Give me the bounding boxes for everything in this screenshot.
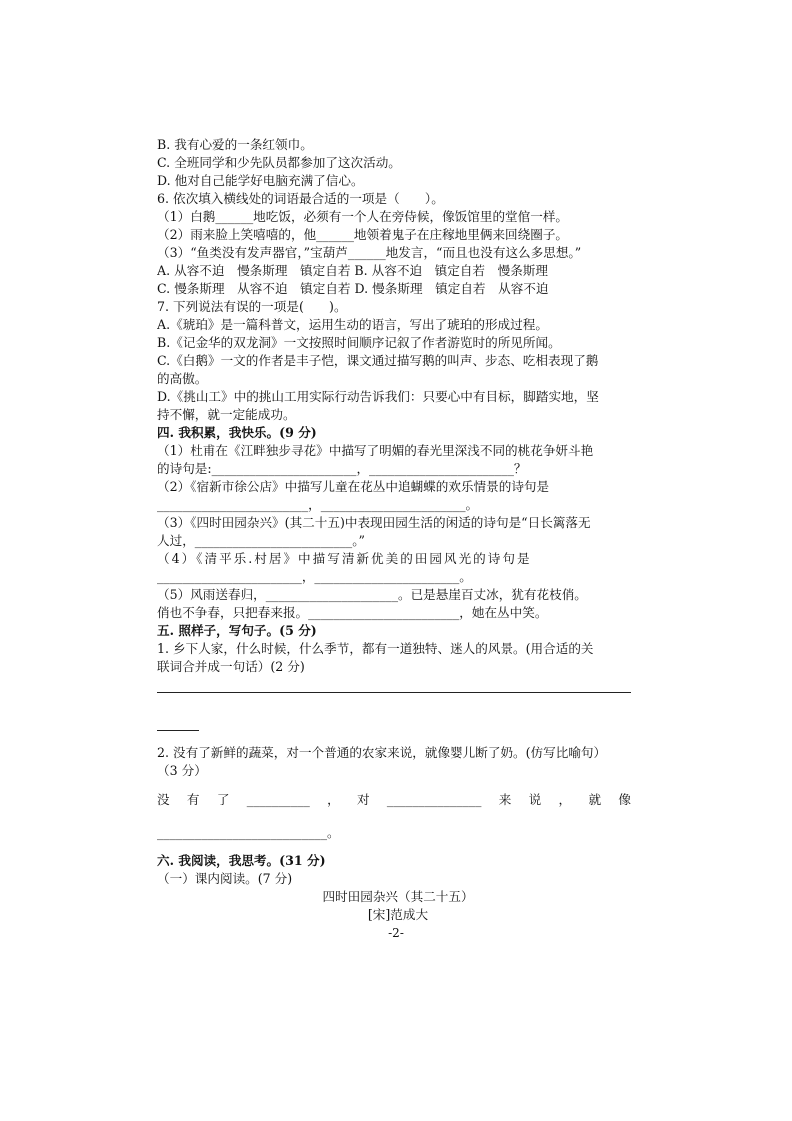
- comma-1: ，: [327, 792, 340, 807]
- section-4-heading: 四. 我积累，我快乐。(9 分): [157, 425, 317, 440]
- comma-2: ，: [558, 792, 572, 807]
- answer-line-1-cont[interactable]: [157, 730, 199, 731]
- section-5-question-1: 1. 乡下人家，什么时候，什么季节，都有一道独特、迷人的风景。(用合适的关: [157, 641, 594, 656]
- imitation-sentence-row: [157, 791, 631, 808]
- section-4-item-5-cont: 俏也不争春，只把春来报。________________________，她在丛中笑。: [157, 605, 548, 620]
- word-jiu: 就: [588, 792, 602, 807]
- question-7-stem: 7. 下列说法有误的一项是( )。: [157, 299, 347, 314]
- section-4-item-2-blanks: ________________________，_______________________。: [157, 497, 479, 512]
- option-b-text: B. 我有心爱的一条红领巾。: [157, 137, 313, 152]
- section-4-item-5: （5）风雨送春归，_____________________。已是悬崖百丈冰，犹有花枝俏。: [157, 587, 587, 602]
- section-5-question-2: 2. 没有了新鲜的蔬菜，对一个普通的农家来说，就像婴儿断了奶。(仿写比喻句）: [157, 745, 607, 760]
- word-xiang: 像: [618, 792, 631, 807]
- word-dui: 对: [356, 792, 370, 807]
- question-6-options-cd: C. 慢条斯理 从容不迫 镇定自若 D. 慢条斯理 镇定自若 从容不迫: [157, 281, 549, 296]
- word-le: 了: [216, 792, 230, 807]
- question-7-option-b: B.《记金华的双龙洞》一文按照时间顺序记叙了作者游览时的所见所闻。: [157, 335, 561, 350]
- question-6-options-ab: A. 从容不迫 慢条斯理 镇定自若 B. 从容不迫 镇定自若 慢条斯理: [157, 263, 548, 278]
- question-7-option-c-cont: 的高傲。: [157, 371, 208, 386]
- poem-author: [宋]范成大: [367, 907, 429, 922]
- section-5-question-1-cont: 联词合并成一句话）(2 分): [157, 659, 305, 674]
- question-7-option-d-cont: 持不懈，就一定能成功。: [157, 407, 296, 422]
- option-c-text: C. 全班同学和少先队员都参加了这次活动。: [157, 155, 401, 170]
- section-4-item-4-blanks: _______________________，_______________________。: [157, 569, 472, 584]
- page-number: -2-: [388, 926, 404, 940]
- section-5-heading: 五. 照样子，写句子。(5 分): [157, 623, 317, 638]
- poem-title: 四时田园杂兴（其二十五）: [322, 889, 474, 904]
- section-6-heading: 六. 我阅读，我思考。(31 分): [157, 853, 326, 868]
- section-4-item-3: （3）《四时田园杂兴》(其二十五)中表现田园生活的闲适的诗句是“日长篱落无: [157, 515, 591, 530]
- imitation-blank-3[interactable]: ___________________________。: [157, 825, 340, 840]
- question-7-option-d: D.《挑山工》中的挑山工用实际行动告诉我们：只要心中有目标，脚踏实地，坚: [157, 389, 599, 404]
- word-shuo: 说: [528, 792, 542, 807]
- section-4-item-3-blanks: 人过，_________________________。”: [157, 533, 365, 548]
- blank-2[interactable]: _______________: [386, 792, 482, 807]
- section-6-part-1: （一）课内阅读。(7 分): [157, 871, 293, 886]
- section-5-question-2-points: （3 分）: [157, 763, 207, 778]
- option-d-text: D. 他对自己能学好电脑充满了信心。: [157, 173, 364, 188]
- question-6-stem: 6. 依次填入横线处的词语最合适的一项是（ ）。: [157, 191, 444, 206]
- section-4-item-4: （4）《清平乐.村居》中描写清新优美的田园风光的诗句是: [157, 551, 532, 566]
- section-4-item-2: （2）《宿新市徐公店》中描写儿童在花丛中追蝴蝶的欢乐情景的诗句是: [157, 479, 550, 494]
- word-you: 有: [186, 792, 200, 807]
- question-6-item-2: （2）雨来脸上笑嘻嘻的，他______地领着鬼子在庄稼地里俩来回绕圈子。: [157, 227, 569, 242]
- question-6-item-3: （3）“鱼类没有发声器官，”宝葫芦______地发言，“而且也没有这么多思想。”: [157, 245, 582, 260]
- question-7-option-c: C.《白鹅》一文的作者是丰子恺，课文通过描写鹅的叫声、步态、吃相表现了鹅: [157, 353, 599, 368]
- blank-1[interactable]: __________: [246, 792, 310, 807]
- word-mei: 没: [157, 792, 170, 807]
- word-lai: 来: [498, 792, 512, 807]
- question-6-item-1: （1）白鹅______地吃饭，必须有一个人在旁侍候，像饭馆里的堂倌一样。: [157, 209, 569, 224]
- section-4-item-1-blanks: 的诗句是:_______________________，_______________________？: [157, 461, 527, 476]
- section-4-item-1: （1）杜甫在《江畔独步寻花》中描写了明媚的春光里深浅不同的桃花争妍斗艳: [157, 443, 594, 458]
- answer-line-1[interactable]: [157, 692, 631, 693]
- question-7-option-a: A.《琥珀》是一篇科普文，运用生动的语言，写出了琥珀的形成过程。: [157, 317, 548, 332]
